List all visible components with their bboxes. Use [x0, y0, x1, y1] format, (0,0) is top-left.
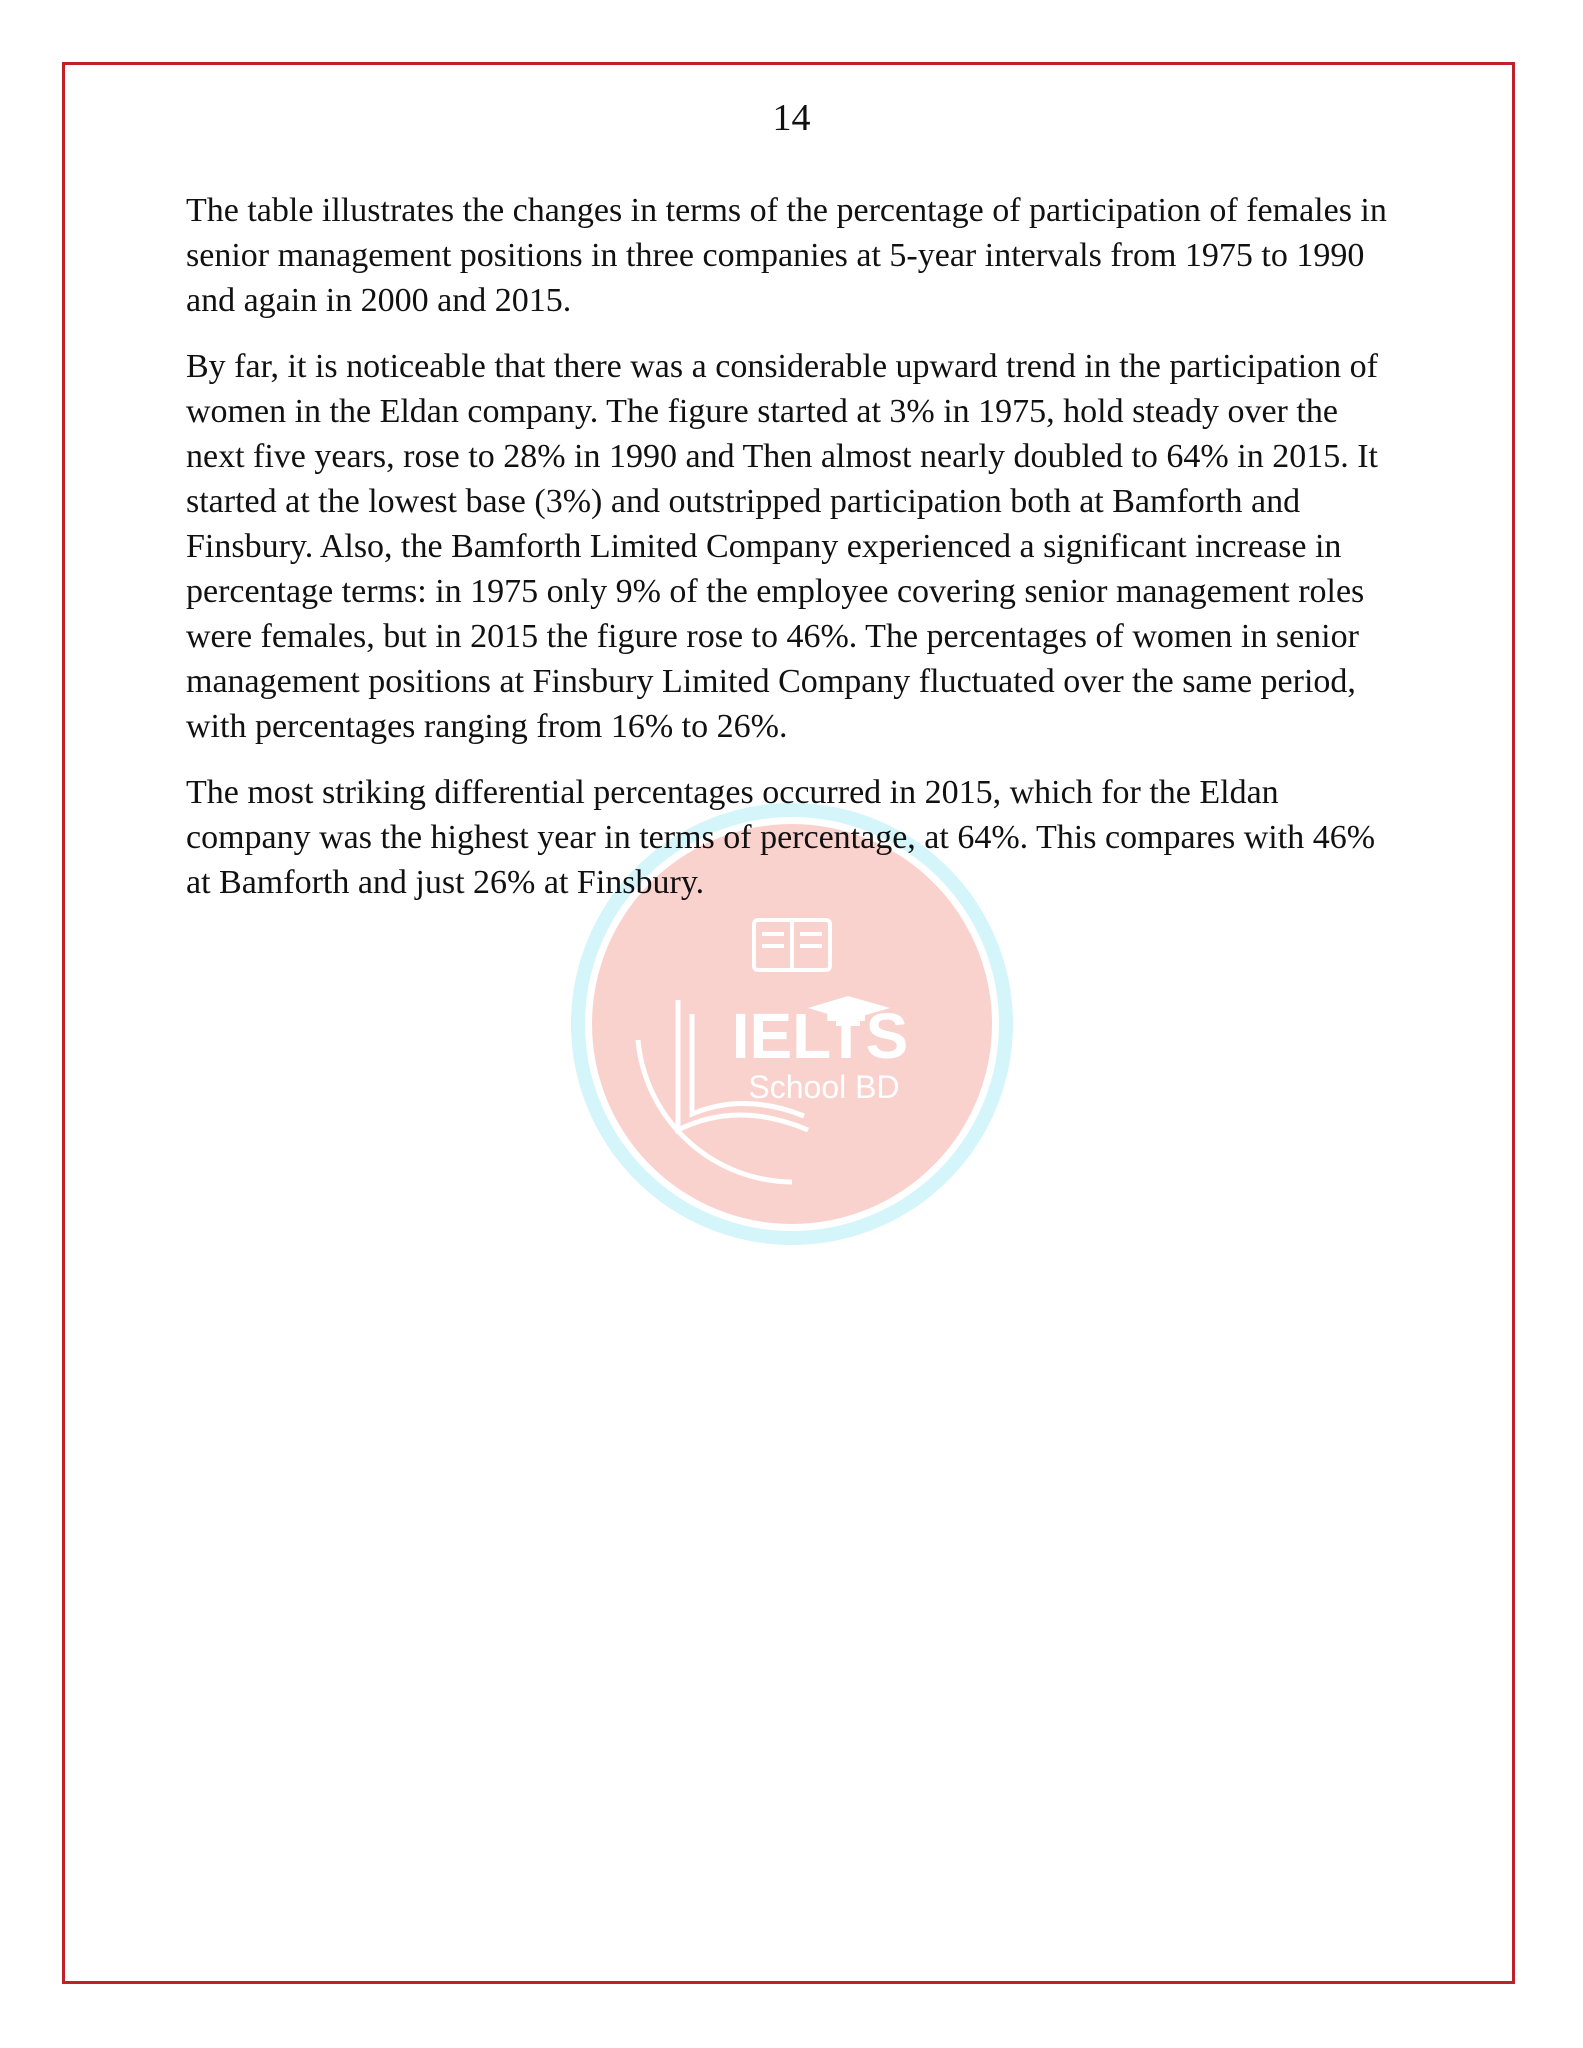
page-number: 14: [772, 97, 811, 139]
document-body: [186, 188, 1401, 926]
watermark-title: IELTS: [731, 1000, 909, 1072]
paragraph-trends: By far, it is noticeable that there was a considerable upward trend in the participation of women in the Eldan company. The figure started at 3% in 1975, hold steady over the next five years, rose to 28% in 1990 and Then almost nearly doubled to 64% in 2015. It started at the lowest base (3%) and outstripped participation both at Bamforth and Finsbury. Also, the Bamforth Limited Company experienced a significant increase in percentage terms: in 1975 only 9% of the employee covering senior management roles were females, but in 2015 the figure rose to 46%. The percentages of women in senior management positions at Finsbury Limited Company fluctuated over the same period, with percentages ranging from 16% to 26%.: [186, 348, 1378, 745]
paragraph-comparison: The most striking differential percentages occurred in 2015, which for the Eldan company was the highest year in terms of percentage, at 64%. This compares with 46% at Bamforth and just 26% at Finsbury.: [186, 774, 1376, 901]
paragraph-intro: The table illustrates the changes in terms of the percentage of participation of females in senior management positions in three companies at 5-year intervals from 1975 to 1990 and again in 2000 and 2015.: [186, 192, 1387, 319]
watermark-subtitle: School BD: [748, 1069, 900, 1105]
